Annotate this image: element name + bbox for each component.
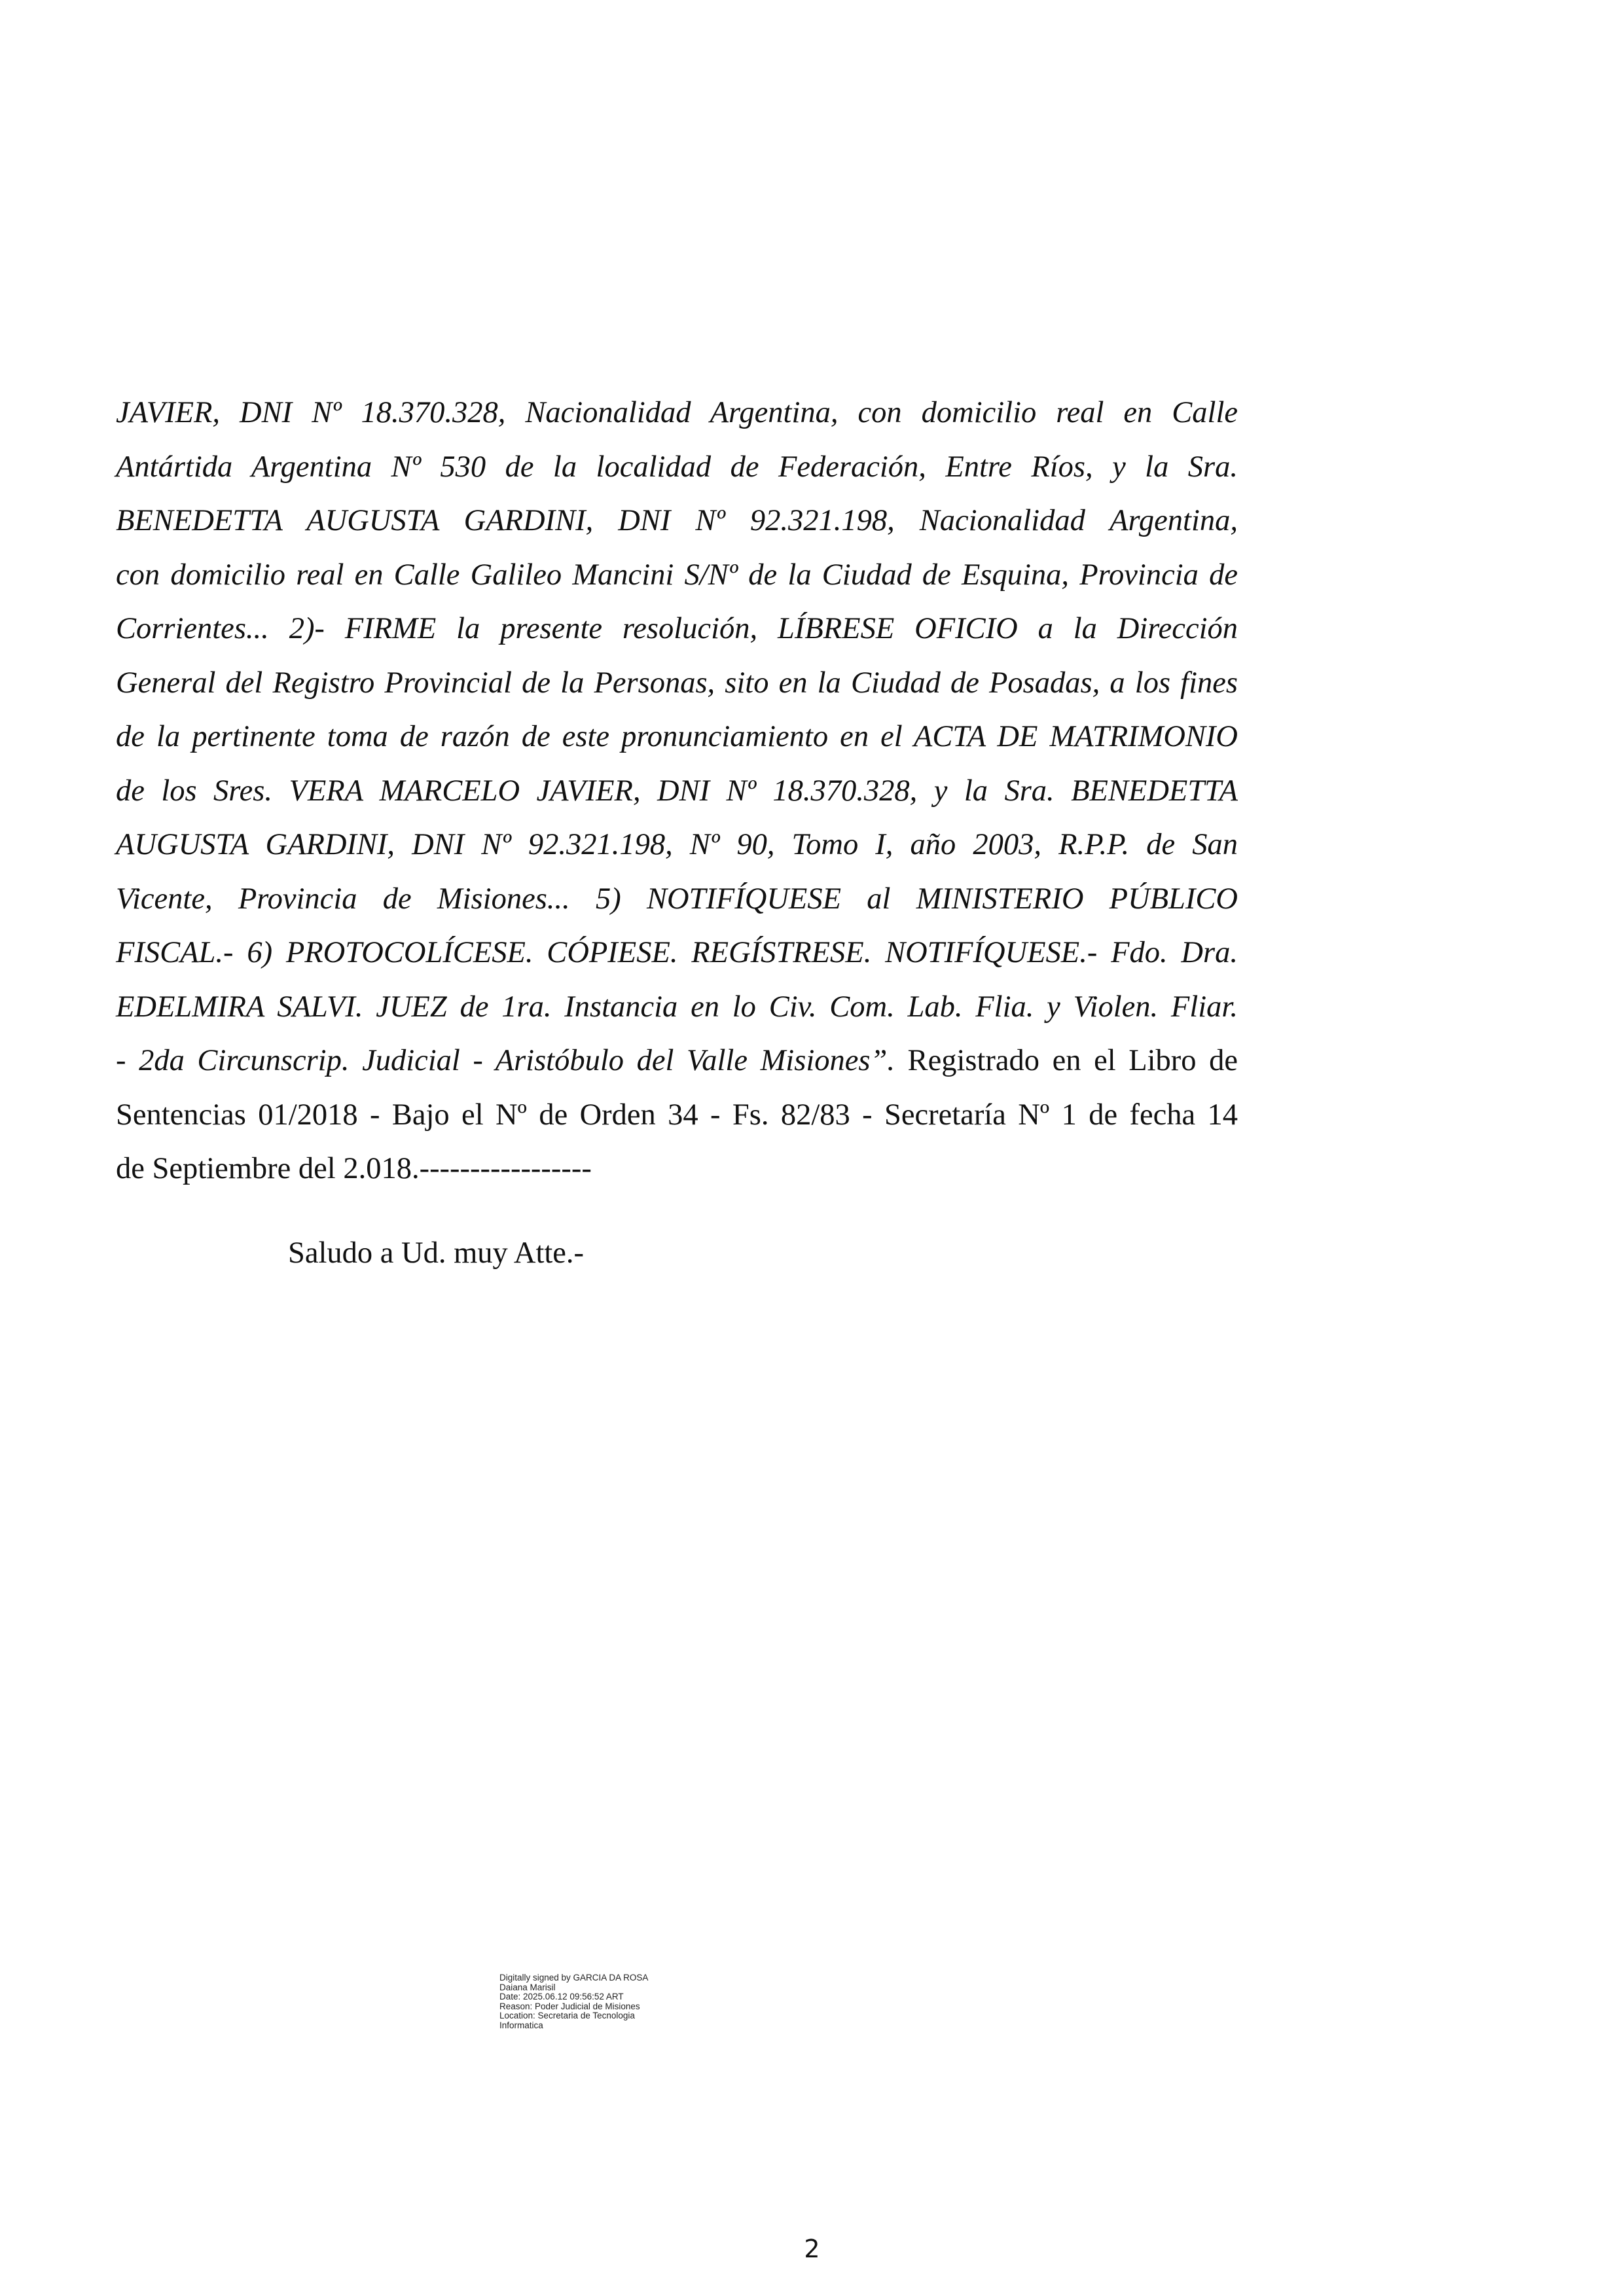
body-line: con domicilio real en Calle Galileo Mancini S/Nº de la Ciudad de Esquina, Provincia de: [116, 558, 1238, 592]
body-line: de la pertinente toma de razón de este pronunciamiento en el ACTA DE MATRIMONIO: [116, 720, 1238, 753]
page-number: 2: [804, 2234, 820, 2263]
body-line: Corrientes... 2)- FIRME la presente resolución, LÍBRESE OFICIO a la Dirección: [116, 612, 1238, 645]
body-line: Antártida Argentina Nº 530 de la localidad de Federación, Entre Ríos, y la Sra.: [116, 450, 1238, 484]
body-line: - 2da Circunscrip. Judicial - Aristóbulo del Valle Misiones”. Registrado en el Libro de: [116, 1044, 1238, 1077]
body-line: JAVIER, DNI Nº 18.370.328, Nacionalidad Argentina, con domicilio real en Calle: [116, 396, 1238, 429]
body-line: EDELMIRA SALVI. JUEZ de 1ra. Instancia en lo Civ. Com. Lab. Flia. y Violen. Fliar.: [116, 990, 1238, 1024]
body-line: de Septiembre del 2.018.-----------------: [116, 1152, 592, 1185]
body-line: General del Registro Provincial de la Personas, sito en la Ciudad de Posadas, a los fines: [116, 666, 1238, 700]
body-line: Vicente, Provincia de Misiones... 5) NOTIFÍQUESE al MINISTERIO PÚBLICO: [116, 882, 1238, 916]
body-line: Sentencias 01/2018 - Bajo el Nº de Orden 34 - Fs. 82/83 - Secretaría Nº 1 de fecha 14: [116, 1098, 1238, 1132]
signature-line: Date: 2025.06.12 09:56:52 ART: [499, 1992, 624, 2001]
signature-line: Daiana Marisil: [499, 1982, 556, 1992]
document-body: [116, 386, 1238, 1196]
signature-line: Reason: Poder Judicial de Misiones: [499, 2001, 640, 2011]
salutation: Saludo a Ud. muy Atte.-: [288, 1236, 585, 1270]
signature-line: Location: Secretaria de Tecnologia: [499, 2011, 635, 2020]
body-line: de los Sres. VERA MARCELO JAVIER, DNI Nº 18.370.328, y la Sra. BENEDETTA: [116, 774, 1238, 808]
body-line: FISCAL.- 6) PROTOCOLÍCESE. CÓPIESE. REGÍSTRESE. NOTIFÍQUESE.- Fdo. Dra.: [116, 936, 1238, 969]
body-line: BENEDETTA AUGUSTA GARDINI, DNI Nº 92.321.198, Nacionalidad Argentina,: [116, 504, 1238, 537]
body-line: AUGUSTA GARDINI, DNI Nº 92.321.198, Nº 90, Tomo I, año 2003, R.P.P. de San: [116, 828, 1238, 861]
signature-line: Informatica: [499, 2020, 543, 2030]
digital-signature-block: [499, 1973, 722, 2030]
signature-line: Digitally signed by GARCIA DA ROSA: [499, 1973, 649, 1982]
